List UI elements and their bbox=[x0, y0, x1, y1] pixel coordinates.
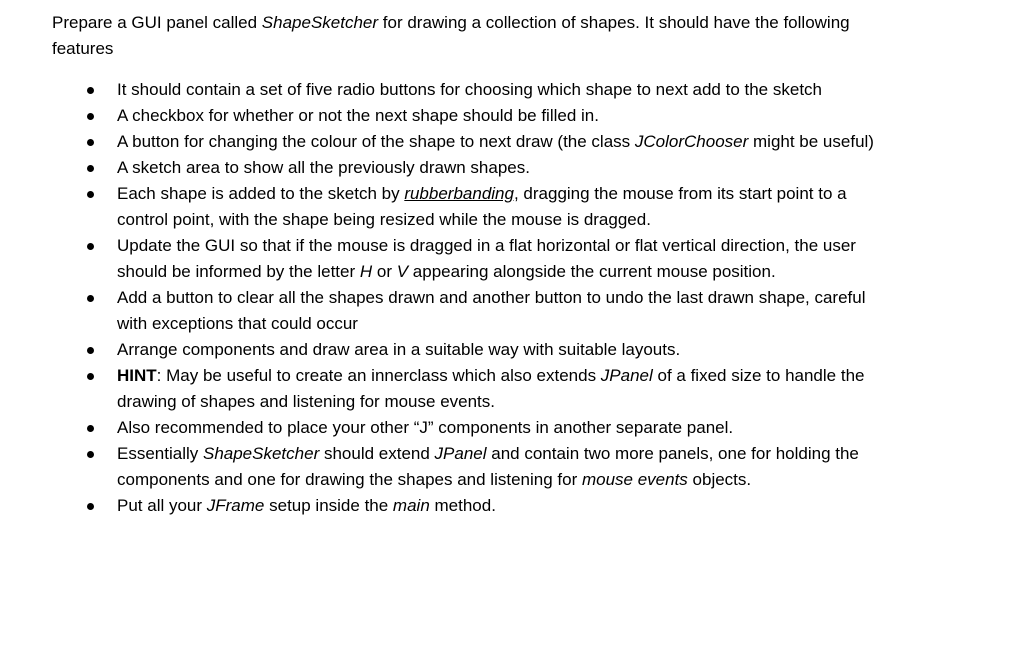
item-text: A checkbox for whether or not the next shape should be filled in. bbox=[117, 106, 599, 125]
item-text: , dragging the mouse from its start point to a control point, with the shape being resized while the mouse is dragged. bbox=[117, 184, 847, 229]
item-text: Update the GUI so that if the mouse is dragged in a flat horizontal or flat vertical direction, the user should be informed by the letter bbox=[117, 236, 856, 281]
bullet-icon bbox=[87, 87, 94, 94]
class-name: JPanel bbox=[434, 444, 487, 463]
intro-text: for drawing a collection of shapes. It should have the following features bbox=[52, 13, 850, 58]
class-name: ShapeSketcher bbox=[261, 13, 379, 32]
document-body bbox=[52, 10, 1002, 519]
bullet-icon bbox=[87, 191, 94, 198]
item-text: : May be useful to create an innerclass which also extends bbox=[156, 366, 601, 385]
bullet-icon bbox=[87, 373, 94, 380]
item-text: Add a button to clear all the shapes drawn and another button to undo the last drawn shape, careful with exceptions that could occur bbox=[117, 288, 866, 333]
list-item bbox=[52, 493, 877, 519]
class-name: JPanel bbox=[600, 366, 653, 385]
item-text: Arrange components and draw area in a suitable way with suitable layouts. bbox=[117, 340, 681, 359]
list-item bbox=[52, 77, 877, 103]
rubberbanding-link[interactable]: rubberbanding bbox=[404, 184, 514, 203]
bullet-icon bbox=[87, 165, 94, 172]
class-name: JFrame bbox=[206, 496, 265, 515]
bullet-icon bbox=[87, 451, 94, 458]
list-item bbox=[52, 129, 877, 155]
bullet-icon bbox=[87, 347, 94, 354]
list-item bbox=[52, 155, 877, 181]
item-text: and contain two more panels, one for holding the components and one for drawing the shapes and listening for bbox=[117, 444, 859, 489]
class-name: ShapeSketcher bbox=[202, 444, 320, 463]
item-text: might be useful) bbox=[748, 132, 874, 151]
item-text: or bbox=[372, 262, 397, 281]
item-text: A sketch area to show all the previously drawn shapes. bbox=[117, 158, 530, 177]
list-item bbox=[52, 363, 877, 415]
list-item bbox=[52, 415, 877, 441]
list-item bbox=[52, 181, 877, 233]
item-text: of a fixed size to handle the drawing of shapes and listening for mouse events. bbox=[117, 366, 865, 411]
emphasis-text: mouse events bbox=[581, 470, 688, 489]
item-text: setup inside the bbox=[264, 496, 393, 515]
bullet-icon bbox=[87, 503, 94, 510]
list-item bbox=[52, 441, 877, 493]
list-item bbox=[52, 337, 877, 363]
intro-paragraph bbox=[52, 10, 852, 62]
bullet-icon bbox=[87, 425, 94, 432]
item-text: method. bbox=[429, 496, 496, 515]
item-text: Each shape is added to the sketch by bbox=[117, 184, 405, 203]
method-name: main bbox=[392, 496, 430, 515]
item-text: should extend bbox=[319, 444, 435, 463]
hint-label: HINT bbox=[117, 366, 157, 385]
bullet-icon bbox=[87, 139, 94, 146]
item-text: objects. bbox=[687, 470, 752, 489]
intro-text: Prepare a GUI panel called bbox=[52, 13, 262, 32]
letter-v: V bbox=[396, 262, 409, 281]
bullet-icon bbox=[87, 295, 94, 302]
item-text: Also recommended to place your other “J” components in another separate panel. bbox=[117, 418, 734, 437]
item-text: appearing alongside the current mouse position. bbox=[408, 262, 776, 281]
item-text: A button for changing the colour of the shape to next draw (the class bbox=[117, 132, 635, 151]
item-text: Put all your bbox=[117, 496, 207, 515]
class-name: JColorChooser bbox=[634, 132, 749, 151]
item-text: It should contain a set of five radio buttons for choosing which shape to next add to the sketch bbox=[117, 80, 822, 99]
list-item bbox=[52, 233, 877, 285]
list-item bbox=[52, 285, 877, 337]
bullet-icon bbox=[87, 113, 94, 120]
feature-list bbox=[52, 77, 1002, 519]
list-item bbox=[52, 103, 877, 129]
item-text: Essentially bbox=[117, 444, 203, 463]
letter-h: H bbox=[359, 262, 373, 281]
bullet-icon bbox=[87, 243, 94, 250]
